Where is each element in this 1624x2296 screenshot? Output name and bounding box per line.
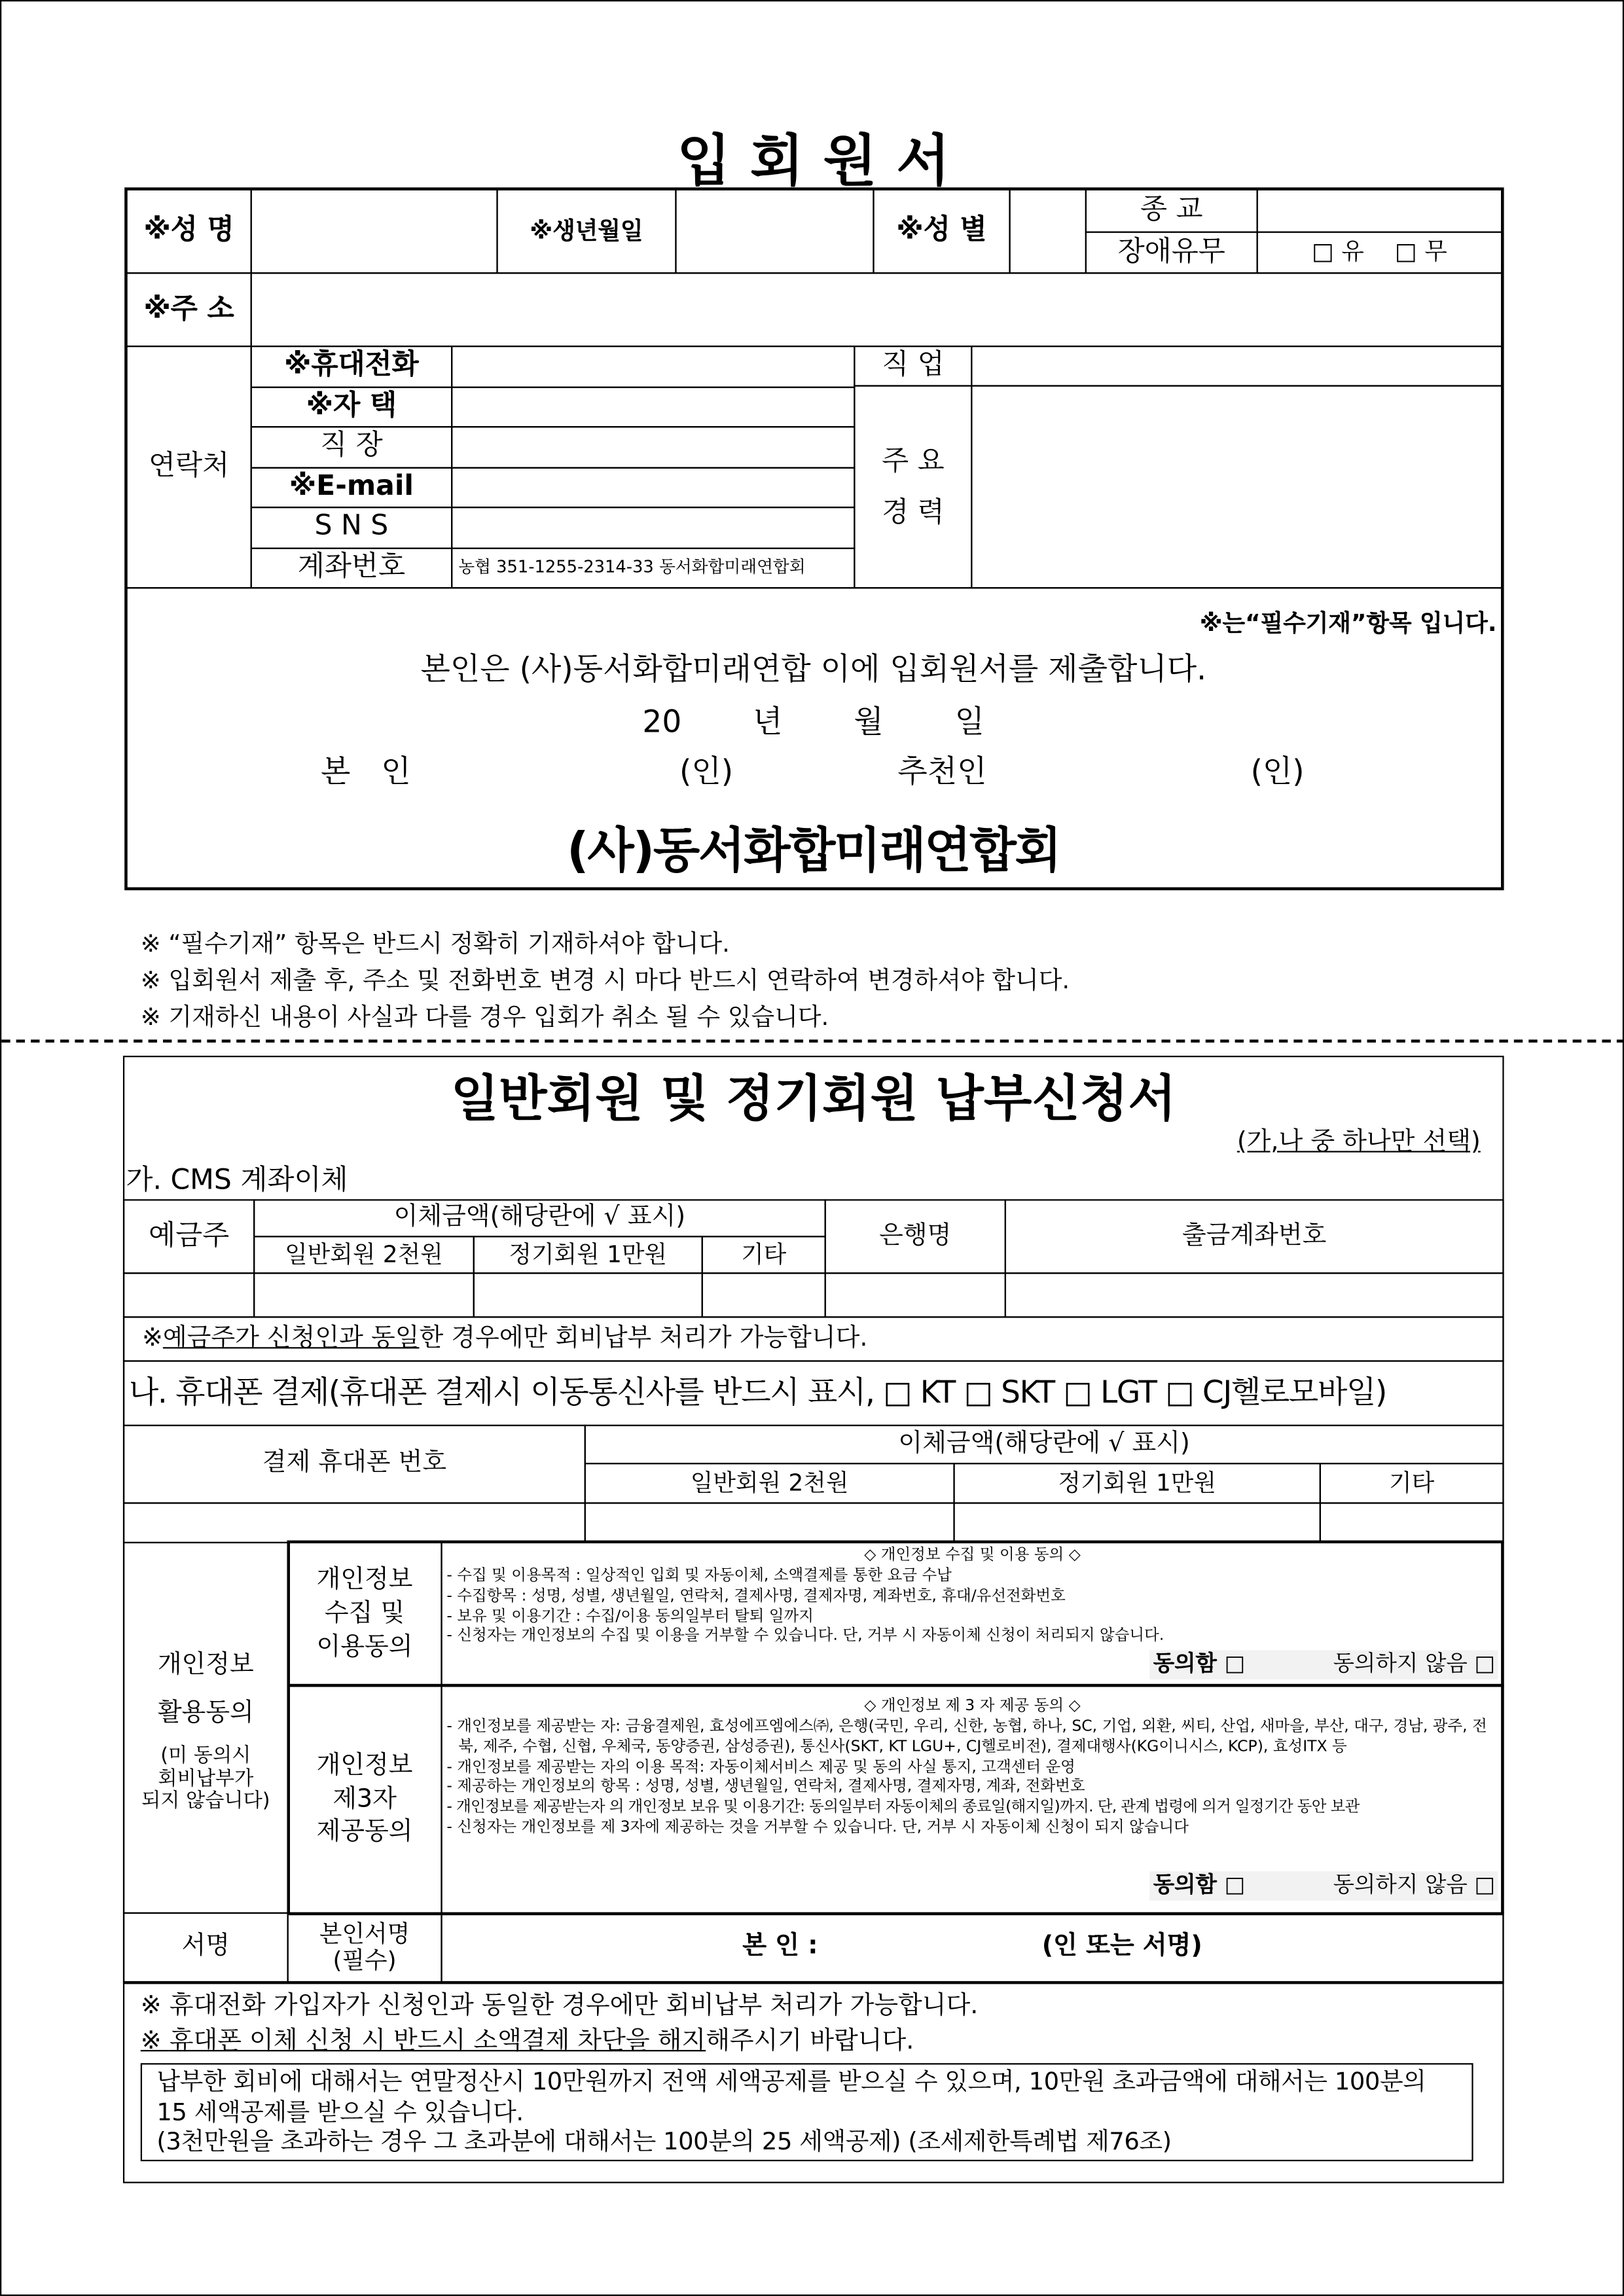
- depositor-header: 예금주: [123, 1199, 255, 1274]
- contact-row-label: S N S: [251, 507, 453, 548]
- required-note: ※는“필수기재”항목 입니다.: [1199, 609, 1497, 637]
- cut-line: [1, 1039, 1624, 1042]
- privacy-label-cell: [123, 1542, 289, 1914]
- collect-item: - 신청자는 개인정보의 수집 및 이용을 거부할 수 있습니다. 단, 거부 시 자동이체 신청이 처리되지 않습니다.: [446, 1627, 1164, 1645]
- phone-note-2: [141, 2019, 914, 2056]
- self-label: 본 인: [320, 754, 411, 789]
- privacy-sub: (미 동의시 회비납부가 되지 않습니다): [141, 1744, 270, 1813]
- third-agree-options: [1150, 1871, 1498, 1900]
- name-field[interactable]: [251, 189, 498, 274]
- phone-other-header: 기타: [1320, 1463, 1504, 1504]
- phone-title: 나. 휴대폰 결제(휴대폰 결제시 이동통신사를 반드시 표시, □ KT □ SKT □ LGT □ CJ헬로모바일): [123, 1360, 1504, 1426]
- contact-row-label: 계좌번호: [251, 547, 453, 589]
- contact-row-label: ※휴대전화: [251, 346, 453, 387]
- phone-other-field[interactable]: [1320, 1502, 1504, 1543]
- collect-agree-checkbox[interactable]: 동의함 □: [1153, 1650, 1246, 1677]
- phone-general-check[interactable]: [585, 1502, 955, 1543]
- contact-row-field[interactable]: [451, 426, 855, 468]
- cms-title: 가. CMS 계좌이체: [126, 1164, 348, 1196]
- phone-note-1: ※ 휴대전화 가입자가 신청인과 동일한 경우에만 회비납부 처리가 가능합니다.: [140, 1991, 979, 2021]
- form2-title: 일반회원 및 정기회원 납부신청서: [450, 1070, 1176, 1129]
- date-line: 20 년 월 일: [642, 704, 985, 740]
- third-label: 개인정보 제3자 제공동의: [287, 1685, 442, 1914]
- cms-general-check[interactable]: [253, 1272, 475, 1318]
- bank-header: 은행명: [825, 1199, 1006, 1274]
- recommender-label: 추천인: [897, 754, 987, 789]
- third-content: [441, 1685, 1504, 1914]
- phone-regular-check[interactable]: [953, 1502, 1321, 1543]
- third-item: - 개인정보를 제공받는 자: 금융결제원, 효성에프엠에스㈜, 은행(국민, 우리, 신한, 농협, 하나, SC, 기업, 외환, 씨티, 산업, 새마을, 부산, 대구, 경남, 광주, 전북, 제주, 수협, 신협, 우체국, 동양증권, 삼성증권), 통신사(SKT, KT LGU+, CJ헬로비전), 결제대행사(KG이니시스, KCP), 효성ITX 등: [446, 1717, 1487, 1755]
- religion-field[interactable]: [1257, 189, 1503, 233]
- sign-label: 서명: [123, 1912, 289, 1982]
- contact-row-field[interactable]: [451, 346, 855, 387]
- phone-number-header: 결제 휴대폰 번호: [123, 1425, 586, 1504]
- contact-row-label: ※자 택: [251, 386, 453, 428]
- cms-note-prefix: ※: [142, 1323, 163, 1353]
- collect-item: - 보유 및 이용기간 : 수집/이용 동의일부터 탈퇴 일까지: [446, 1607, 814, 1625]
- cms-regular-header: 정기회원 1만원: [473, 1236, 703, 1274]
- collect-title: ◇ 개인정보 수집 및 이용 동의 ◇: [864, 1546, 1081, 1564]
- cms-note-suffix: 한 경우에만 회비납부 처리가 가능합니다.: [419, 1323, 868, 1353]
- third-item: - 신청자는 개인정보를 제 3자에 제공하는 것을 거부할 수 있습니다. 단, 거부 시 자동이체 신청이 되지 않습니다: [446, 1818, 1189, 1837]
- third-title: ◇ 개인정보 제 3 자 제공 동의 ◇: [864, 1696, 1081, 1715]
- collect-disagree-checkbox[interactable]: 동의하지 않음 □: [1333, 1650, 1496, 1677]
- career-label: 주 요 경 력: [854, 385, 972, 588]
- recommender-seal[interactable]: (인): [1250, 754, 1305, 789]
- contact-row-field[interactable]: 농협 351-1255-2314-33 동서화합미래연합회: [451, 547, 855, 589]
- phone-regular-header: 정기회원 1만원: [953, 1463, 1321, 1504]
- disability-label: 장애유무: [1085, 231, 1258, 274]
- cms-amount-header: 이체금액(해당란에 √ 표시): [253, 1199, 826, 1237]
- collect-agree-options: [1150, 1650, 1498, 1679]
- cms-regular-check[interactable]: [473, 1272, 703, 1318]
- self-seal[interactable]: (인): [679, 754, 734, 789]
- collect-item: - 수집항목 : 성명, 성별, 생년월일, 연락처, 결제사명, 결제자명, 계좌번호, 휴대/유선전화번호: [446, 1587, 1066, 1605]
- address-field[interactable]: [251, 272, 1503, 347]
- phone-general-header: 일반회원 2천원: [585, 1463, 955, 1504]
- contact-label: 연락처: [126, 346, 251, 588]
- note-2: ※ 입회원서 제출 후, 주소 및 전화번호 변경 시 마다 반드시 연락하여 변경하셔야 합니다.: [140, 966, 1070, 995]
- note-1: ※ “필수기재” 항목은 반드시 정확히 기재하셔야 합니다.: [140, 929, 730, 958]
- cms-other-header: 기타: [702, 1236, 826, 1274]
- form-title: 입 회 원 서: [677, 128, 950, 194]
- contact-row-field[interactable]: [451, 386, 855, 428]
- cms-note: [123, 1316, 1504, 1361]
- job-label: 직 업: [854, 346, 972, 387]
- contact-row-field[interactable]: [451, 507, 855, 548]
- account-field[interactable]: [1005, 1272, 1504, 1318]
- bank-field[interactable]: [825, 1272, 1006, 1318]
- choose-note: (가,나 중 하나만 선택): [1236, 1127, 1481, 1157]
- phone-note-2-underlined: 휴대폰 이체 신청 시 반드시 소액결제 차단을 해지: [169, 2026, 706, 2056]
- cms-other-field[interactable]: [702, 1272, 826, 1318]
- depositor-field[interactable]: [123, 1272, 255, 1318]
- third-item: - 제공하는 개인정보의 항목 : 성명, 성별, 생년월일, 연락처, 결제사명, 결제자명, 계좌, 전화번호: [446, 1778, 1085, 1796]
- tax-note: 납부한 회비에 대해서는 연말정산시 10만원까지 전액 세액공제를 받으실 수 있으며, 10만원 초과금액에 대해서는 100분의 15 세액공제를 받으실 수 있습니다. (3천만원을 초과하는 경우 그 초과분에 대해서는 100분의 25 세액공제) (조세제한특례법 제76조): [141, 2063, 1473, 2161]
- address-label: ※주 소: [126, 272, 251, 347]
- job-field[interactable]: [971, 346, 1502, 387]
- third-agree-checkbox[interactable]: 동의함 □: [1153, 1871, 1246, 1898]
- account-header: 출금계좌번호: [1005, 1199, 1504, 1274]
- contact-row-label: ※E-mail: [251, 467, 453, 509]
- disability-checkboxes[interactable]: □ 유 □ 무: [1257, 231, 1503, 274]
- collect-item: - 수집 및 이용목적 : 일상적인 입회 및 자동이체, 소액결제를 통한 요금 수납: [446, 1566, 952, 1585]
- privacy-label: 개인정보 활용동의: [157, 1651, 254, 1728]
- phone-number-field[interactable]: [123, 1502, 586, 1543]
- name-label: ※성 명: [126, 189, 251, 274]
- self-sign-label: 본인서명 (필수): [287, 1912, 442, 1982]
- collect-content: [441, 1542, 1504, 1687]
- org-name: (사)동서화합미래연합회: [566, 821, 1060, 879]
- declaration-text: 본인은 (사)동서화합미래연합 이에 입회원서를 제출합니다.: [420, 651, 1207, 687]
- third-item: - 개인정보를 제공받는자 의 개인정보 보유 및 이용기간: 동의일부터 자동이체의 종료일(해지일)까지. 단, 관계 법령에 의거 일정기간 동안 보관: [446, 1798, 1360, 1816]
- third-item: - 개인정보를 제공받는 자의 이용 목적: 자동이체서비스 제공 및 동의 사실 통지, 고객센터 운영: [446, 1757, 1075, 1776]
- cms-note-underlined: 예금주가 신청인과 동일: [162, 1323, 420, 1353]
- cms-general-header: 일반회원 2천원: [253, 1236, 475, 1274]
- birth-field[interactable]: [675, 189, 874, 274]
- phone-amount-header: 이체금액(해당란에 √ 표시): [585, 1425, 1504, 1464]
- phone-note-2-suffix: 해주시기 바랍니다.: [706, 2026, 914, 2056]
- religion-label: 종 교: [1085, 189, 1258, 233]
- contact-row-label: 직 장: [251, 426, 453, 468]
- career-field[interactable]: [971, 385, 1502, 588]
- gender-label: ※성 별: [873, 189, 1010, 274]
- signature-field[interactable]: 본 인 : (인 또는 서명): [441, 1912, 1504, 1982]
- contact-row-field[interactable]: [451, 467, 855, 509]
- third-disagree-checkbox[interactable]: 동의하지 않음 □: [1333, 1871, 1496, 1898]
- note-3: ※ 기재하신 내용이 사실과 다를 경우 입회가 취소 될 수 있습니다.: [140, 1003, 829, 1031]
- phone-note-2-prefix: ※: [140, 2026, 170, 2056]
- gender-field[interactable]: [1009, 189, 1087, 274]
- collect-label: 개인정보 수집 및 이용동의: [287, 1542, 442, 1687]
- birth-label: ※생년월일: [496, 189, 676, 274]
